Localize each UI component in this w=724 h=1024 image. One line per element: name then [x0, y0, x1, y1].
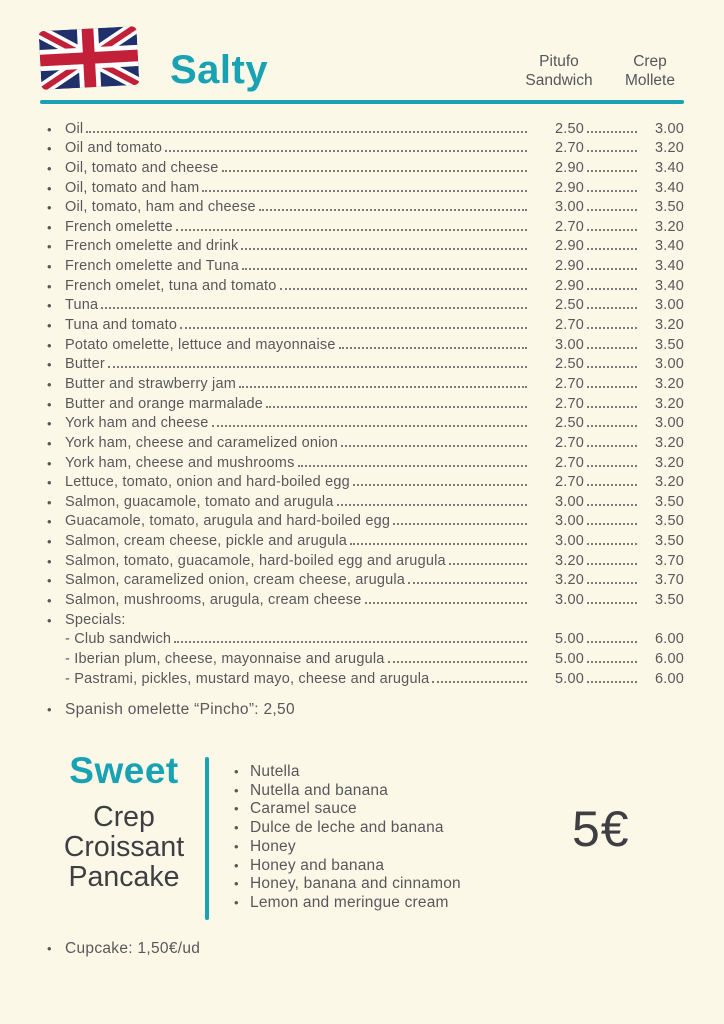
dotted-leader: [587, 641, 637, 643]
item-name: Salmon, caramelized onion, cream cheese, arugula: [65, 572, 406, 589]
dotted-leader: [353, 484, 527, 486]
bullet-icon: •: [47, 416, 52, 432]
sweet-topping: [230, 838, 461, 857]
dotted-leader: [449, 563, 527, 565]
dotted-leader: [280, 288, 527, 290]
bullet-icon: •: [47, 357, 52, 373]
bullet-icon: •: [234, 838, 239, 854]
crep-price: 3.40: [654, 159, 684, 176]
crep-price: 3.00: [654, 297, 684, 314]
pitufo-price: 2.70: [554, 375, 584, 392]
dotted-leader: [298, 465, 527, 467]
sweet-bases-list: [40, 802, 208, 892]
bullet-icon: •: [47, 514, 52, 530]
dotted-leader: [587, 366, 637, 368]
dotted-leader: [266, 406, 527, 408]
dotted-leader: [587, 602, 637, 604]
item-name: Butter and strawberry jam: [65, 375, 237, 392]
salty-menu-list: [40, 117, 684, 719]
item-name: Oil, tomato and ham: [65, 179, 200, 196]
pitufo-price: 2.90: [554, 179, 584, 196]
menu-row: [40, 647, 684, 667]
menu-row: [40, 529, 684, 549]
bullet-icon: •: [47, 534, 52, 550]
price-column-headers: [514, 52, 688, 90]
pitufo-price: 3.20: [554, 572, 584, 589]
crep-price: 3.50: [654, 336, 684, 353]
sweet-topping: [230, 800, 461, 819]
menu-row: [40, 431, 684, 451]
sweet-toppings-list: [230, 763, 461, 913]
crep-price: 3.50: [654, 199, 684, 216]
dotted-leader: [339, 347, 527, 349]
dotted-leader: [108, 366, 527, 368]
bullet-icon: •: [47, 701, 52, 717]
dotted-leader: [259, 209, 527, 211]
item-name: French omelette and drink: [65, 238, 239, 255]
menu-row: [40, 372, 684, 392]
item-name: Guacamole, tomato, arugula and hard-boiled egg: [65, 513, 391, 530]
bullet-icon: •: [234, 764, 239, 779]
pitufo-price: 3.00: [554, 533, 584, 550]
sweet-base: Crep: [93, 801, 155, 833]
pitufo-price: 5.00: [554, 650, 584, 667]
topping-name: Dulce de leche and banana: [250, 819, 444, 837]
dotted-leader: [587, 268, 637, 270]
item-name: Potato omelette, lettuce and mayonnaise: [65, 336, 336, 353]
bullet-icon: •: [47, 396, 52, 412]
dotted-leader: [587, 170, 637, 172]
crep-price: 3.20: [654, 140, 684, 157]
pitufo-price: 2.50: [554, 297, 584, 314]
dotted-leader: [587, 288, 637, 290]
bullet-icon: •: [47, 376, 52, 392]
crep-price: 3.00: [654, 356, 684, 373]
dotted-leader: [101, 307, 527, 309]
sweet-topping: [230, 894, 461, 913]
bullet-icon: •: [47, 612, 52, 628]
bullet-icon: •: [47, 239, 52, 255]
crep-price: 3.50: [654, 592, 684, 609]
menu-row: [40, 471, 684, 491]
item-name: Lettuce, tomato, onion and hard-boiled egg: [65, 474, 350, 491]
bullet-icon: •: [47, 200, 52, 216]
bullet-icon: •: [47, 553, 52, 569]
dotted-leader: [587, 131, 637, 133]
item-name: - Iberian plum, cheese, mayonnaise and arugula: [65, 650, 385, 667]
menu-row: [40, 235, 684, 255]
sweet-base: Pancake: [68, 861, 180, 893]
menu-row: [40, 254, 684, 274]
item-name: French omelette and Tuna: [65, 258, 240, 275]
sweet-divider-line: [205, 757, 209, 920]
dotted-leader: [165, 150, 527, 152]
dotted-leader: [432, 681, 527, 683]
menu-row: [40, 510, 684, 530]
crep-price: 6.00: [654, 650, 684, 667]
pitufo-price: 2.90: [554, 277, 584, 294]
menu-row: [40, 117, 684, 137]
menu-row: [40, 333, 684, 353]
item-name: Salmon, cream cheese, pickle and arugula: [65, 533, 348, 550]
dotted-leader: [388, 661, 527, 663]
item-name: Butter: [65, 356, 105, 373]
menu-row: [40, 667, 684, 687]
dotted-leader: [337, 504, 527, 506]
crep-price: 3.20: [654, 454, 684, 471]
topping-name: Honey, banana and cinnamon: [250, 875, 461, 893]
dotted-leader: [587, 582, 637, 584]
pitufo-price: 2.50: [554, 356, 584, 373]
item-name: Salmon, mushrooms, arugula, cream cheese: [65, 592, 362, 609]
dotted-leader: [587, 327, 637, 329]
menu-row: [40, 490, 684, 510]
item-name: Tuna: [65, 297, 99, 314]
crep-price: 3.00: [654, 120, 684, 137]
pitufo-price: 2.70: [554, 140, 584, 157]
sweet-title: Sweet: [69, 750, 179, 791]
item-name: - Club sandwich: [65, 631, 172, 648]
dotted-leader: [350, 543, 527, 545]
menu-row: [40, 549, 684, 569]
item-name: Salmon, tomato, guacamole, hard-boiled egg and arugula: [65, 552, 446, 569]
pitufo-price: 2.90: [554, 258, 584, 275]
crep-price: 3.20: [654, 434, 684, 451]
bullet-icon: •: [47, 494, 52, 510]
pitufo-price: 2.50: [554, 120, 584, 137]
pitufo-price: 2.70: [554, 474, 584, 491]
dotted-leader: [212, 425, 527, 427]
dotted-leader: [176, 229, 527, 231]
crep-price: 3.40: [654, 238, 684, 255]
pitufo-price: 2.70: [554, 434, 584, 451]
menu-row: [40, 274, 684, 294]
bullet-icon: •: [47, 475, 52, 491]
item-name: Oil, tomato, ham and cheese: [65, 199, 256, 216]
topping-name: Nutella and banana: [250, 781, 389, 799]
menu-row: [40, 412, 684, 432]
topping-name: Honey: [250, 837, 296, 855]
page-title: Salty: [170, 48, 269, 92]
pitufo-price: 3.00: [554, 336, 584, 353]
bullet-icon: •: [47, 573, 52, 589]
sweet-topping: [230, 875, 461, 894]
topping-name: Nutella: [250, 763, 300, 780]
dotted-leader: [202, 190, 527, 192]
dotted-leader: [587, 307, 637, 309]
bullet-icon: •: [47, 435, 52, 451]
column-header-line: Pitufo: [539, 53, 579, 70]
dotted-leader: [587, 523, 637, 525]
item-name: - Pastrami, pickles, mustard mayo, cheese and arugula: [65, 670, 430, 687]
dotted-leader: [587, 661, 637, 663]
bullet-icon: •: [47, 298, 52, 314]
pitufo-price: 3.00: [554, 493, 584, 510]
bullet-icon: •: [234, 782, 239, 798]
bullet-icon: •: [47, 141, 52, 157]
menu-row: [40, 608, 684, 628]
dotted-leader: [222, 170, 527, 172]
crep-price: 3.50: [654, 493, 684, 510]
dotted-leader: [587, 248, 637, 250]
column-header-line: Crep: [633, 53, 667, 70]
dotted-leader: [587, 406, 637, 408]
menu-rows: [40, 117, 684, 687]
item-name: Butter and orange marmalade: [65, 395, 264, 412]
note-text: Spanish omelette “Pincho”: 2,50: [65, 700, 295, 718]
dotted-leader: [587, 209, 637, 211]
crep-price: 3.20: [654, 395, 684, 412]
bullet-icon: •: [47, 180, 52, 196]
item-name: York ham, cheese and mushrooms: [65, 454, 295, 471]
menu-row: [40, 176, 684, 196]
crep-price: 3.20: [654, 474, 684, 491]
pitufo-price: 3.00: [554, 513, 584, 530]
bullet-icon: •: [47, 455, 52, 471]
crep-price: 3.70: [654, 552, 684, 569]
sweet-price: 5€: [572, 801, 630, 857]
item-name: Oil and tomato: [65, 140, 163, 157]
crep-price: 3.40: [654, 277, 684, 294]
sweet-topping: [230, 819, 461, 838]
item-name: Tuna and tomato: [65, 317, 178, 334]
dotted-leader: [408, 582, 527, 584]
crep-price: 6.00: [654, 670, 684, 687]
dotted-leader: [587, 386, 637, 388]
item-name: Oil: [65, 120, 84, 137]
crep-price: 3.40: [654, 258, 684, 275]
dotted-leader: [86, 131, 527, 133]
dotted-leader: [180, 327, 527, 329]
bullet-icon: •: [47, 278, 52, 294]
topping-name: Honey and banana: [250, 856, 385, 874]
dotted-leader: [587, 563, 637, 565]
crep-price: 3.70: [654, 572, 684, 589]
pitufo-price: 3.00: [554, 199, 584, 216]
column-header-line: Mollete: [625, 72, 675, 89]
menu-row: [40, 313, 684, 333]
menu-row: [40, 451, 684, 471]
bullet-icon: •: [47, 160, 52, 176]
dotted-leader: [587, 190, 637, 192]
column-header-pitufo-sandwich: [514, 52, 604, 90]
dotted-leader: [393, 523, 527, 525]
dotted-leader: [587, 484, 637, 486]
pitufo-price: 3.20: [554, 552, 584, 569]
pitufo-price: 2.90: [554, 238, 584, 255]
pitufo-price: 5.00: [554, 670, 584, 687]
dotted-leader: [587, 465, 637, 467]
bullet-icon: •: [47, 219, 52, 235]
bullet-icon: •: [234, 857, 239, 873]
dotted-leader: [587, 229, 637, 231]
crep-price: 3.20: [654, 375, 684, 392]
crep-price: 3.40: [654, 179, 684, 196]
item-name: French omelet, tuna and tomato: [65, 277, 277, 294]
topping-name: Caramel sauce: [250, 800, 357, 818]
bullet-icon: •: [234, 801, 239, 817]
spanish-omelette-note: [40, 701, 684, 719]
dotted-leader: [587, 445, 637, 447]
dotted-leader: [174, 641, 527, 643]
bullet-icon: •: [47, 318, 52, 334]
uk-flag-icon: [38, 23, 139, 92]
bullet-icon: •: [47, 259, 52, 275]
pitufo-price: 2.70: [554, 317, 584, 334]
pitufo-price: 2.70: [554, 395, 584, 412]
menu-row: [40, 196, 684, 216]
sweet-topping: [230, 857, 461, 876]
pitufo-price: 2.70: [554, 218, 584, 235]
crep-price: 6.00: [654, 631, 684, 648]
pitufo-price: 3.00: [554, 592, 584, 609]
sweet-header-block: [40, 750, 208, 892]
sweet-topping: [230, 763, 461, 782]
dotted-leader: [587, 150, 637, 152]
dotted-leader: [365, 602, 527, 604]
menu-row: [40, 215, 684, 235]
menu-row: [40, 294, 684, 314]
item-name: Salmon, guacamole, tomato and arugula: [65, 493, 334, 510]
dotted-leader: [239, 386, 527, 388]
dotted-leader: [587, 681, 637, 683]
item-name: French omelette: [65, 218, 173, 235]
dotted-leader: [587, 347, 637, 349]
bullet-icon: •: [47, 121, 52, 137]
dotted-leader: [242, 268, 527, 270]
bullet-icon: •: [234, 876, 239, 892]
dotted-leader: [587, 543, 637, 545]
column-header-crep-mollete: [612, 52, 688, 90]
bullet-icon: •: [47, 337, 52, 353]
item-name: Specials:: [65, 611, 126, 628]
crep-price: 3.20: [654, 218, 684, 235]
sweet-topping: [230, 782, 461, 801]
pitufo-price: 2.70: [554, 454, 584, 471]
crep-price: 3.50: [654, 533, 684, 550]
menu-row: [40, 392, 684, 412]
item-name: Oil, tomato and cheese: [65, 159, 219, 176]
menu-row: [40, 628, 684, 648]
crep-price: 3.50: [654, 513, 684, 530]
bullet-icon: •: [47, 593, 52, 609]
dotted-leader: [341, 445, 527, 447]
bullet-icon: •: [234, 820, 239, 836]
cupcake-note: [40, 940, 200, 958]
pitufo-price: 5.00: [554, 631, 584, 648]
menu-row: [40, 588, 684, 608]
dotted-leader: [587, 425, 637, 427]
menu-row: [40, 137, 684, 157]
menu-row: [40, 353, 684, 373]
item-name: York ham and cheese: [65, 415, 209, 432]
pitufo-price: 2.50: [554, 415, 584, 432]
crep-price: 3.00: [654, 415, 684, 432]
bullet-icon: •: [234, 894, 239, 910]
topping-name: Lemon and meringue cream: [250, 893, 449, 911]
menu-row: [40, 569, 684, 589]
bullet-icon: •: [47, 941, 52, 956]
sweet-base: Croissant: [63, 831, 185, 863]
header-divider-line: [40, 100, 684, 104]
item-name: York ham, cheese and caramelized onion: [65, 434, 339, 451]
pitufo-price: 2.90: [554, 159, 584, 176]
crep-price: 3.20: [654, 317, 684, 334]
menu-row: [40, 156, 684, 176]
note-text: Cupcake: 1,50€/ud: [65, 940, 201, 957]
dotted-leader: [241, 248, 527, 250]
dotted-leader: [587, 504, 637, 506]
column-header-line: Sandwich: [525, 72, 593, 89]
